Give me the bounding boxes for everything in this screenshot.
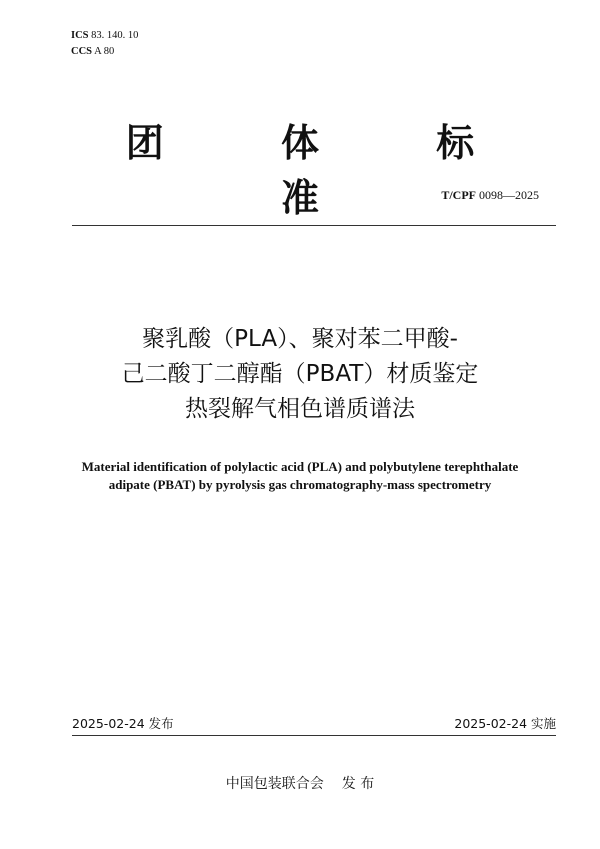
ccs-code: CCS A 80 <box>71 46 115 57</box>
classification-codes <box>71 28 138 60</box>
english-title <box>0 458 600 494</box>
publisher <box>0 773 600 793</box>
release-date: 2025-02-24 发布 <box>72 716 174 731</box>
top-divider <box>72 225 556 226</box>
standard-number: T/CPF 0098—2025 <box>441 188 539 202</box>
bottom-divider <box>72 735 556 736</box>
chinese-title-line: 己二酸丁二醇酯（PBAT）材质鉴定 <box>121 361 479 387</box>
ics-code: ICS 83. 140. 10 <box>71 30 139 41</box>
publisher-action: 发 布 <box>341 776 375 792</box>
document-type-heading: 团 体 标 准 <box>125 121 527 220</box>
english-title-line: adipate (PBAT) by pyrolysis gas chromatography-mass spectrometry <box>108 477 492 492</box>
english-title-line: Material identification of polylactic acid (PLA) and polybutylene terephthalate <box>81 459 519 474</box>
implementation-date: 2025-02-24 实施 <box>454 716 556 731</box>
publisher-name: 中国包装联合会 <box>225 776 324 792</box>
chinese-title-line: 聚乳酸（PLA）、聚对苯二甲酸- <box>142 326 458 352</box>
chinese-title <box>0 322 600 427</box>
chinese-title-line: 热裂解气相色谱质谱法 <box>185 396 415 422</box>
